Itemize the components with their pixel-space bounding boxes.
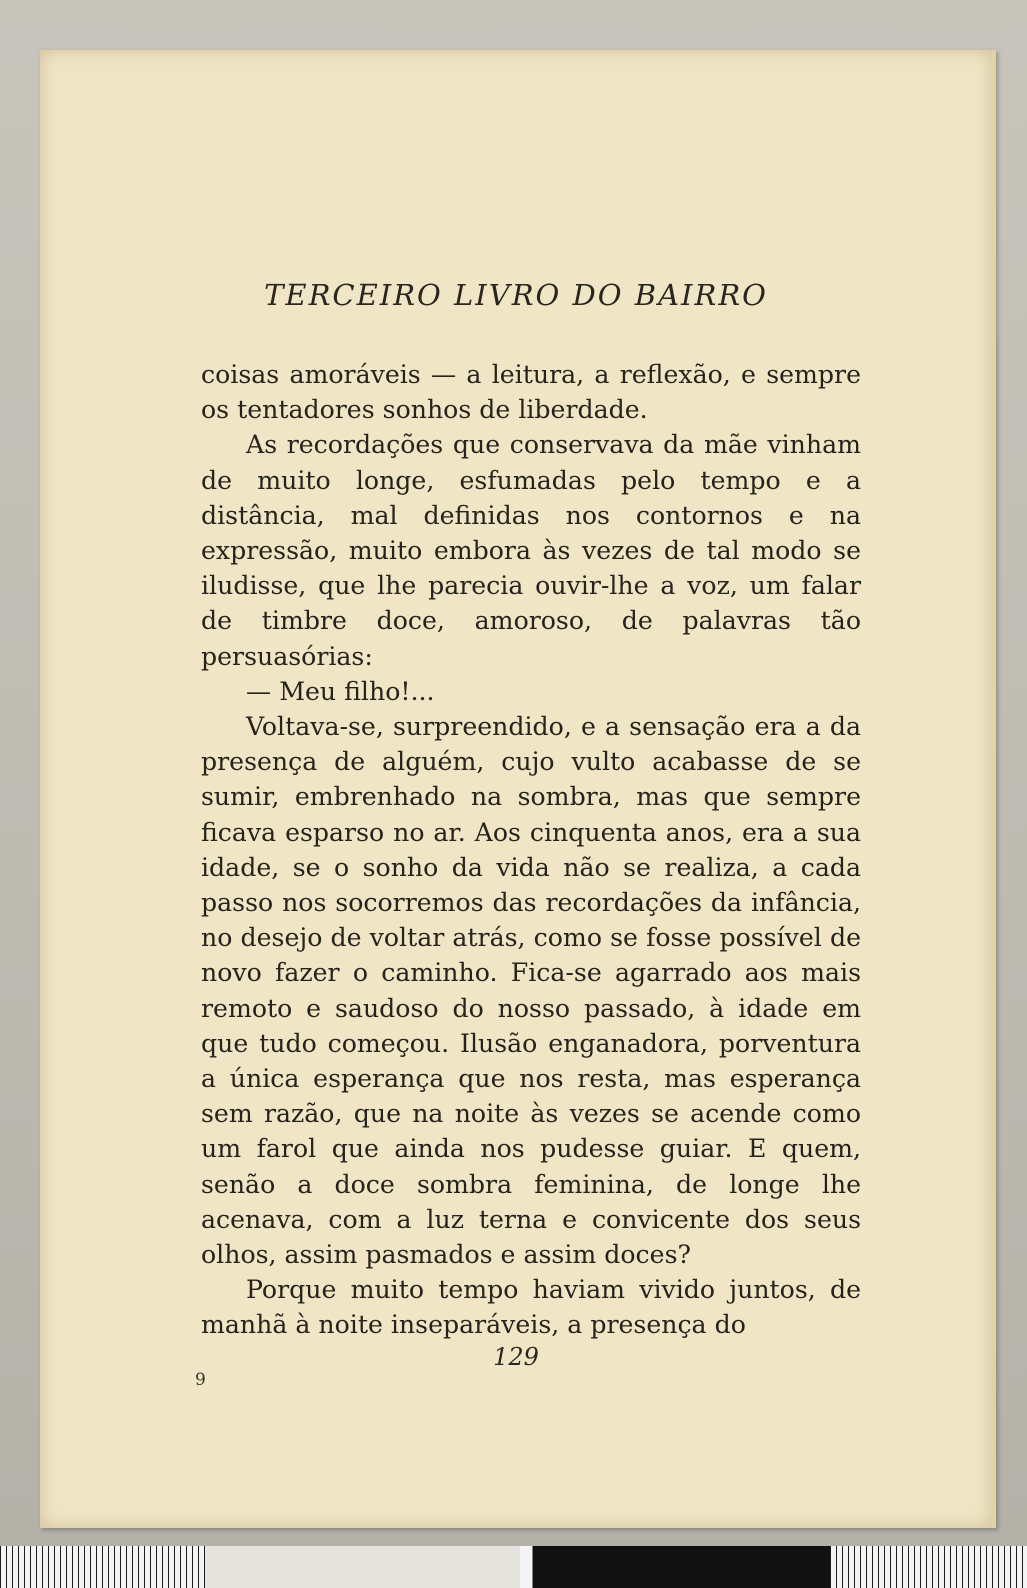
signature-mark: 9 <box>195 1370 206 1390</box>
running-title: TERCEIRO LIVRO DO BAIRRO <box>264 278 768 312</box>
color-bar <box>520 1546 830 1588</box>
book-page <box>40 50 996 1528</box>
dialogue-line: — Meu filho!... <box>246 676 435 706</box>
body-text <box>201 357 861 1343</box>
scale-ruler-right <box>830 1546 1027 1588</box>
paragraph: Voltava-se, surpreendido, e a sensação era a da presença de alguém, cujo vulto acabasse de se sumir, embrenhado na sombra, mas que sempre ficava esparso no ar. Aos cinquenta anos, era a sua idade, se o sonho da vida não se realiza, a cada passo nos socorremos das recordações da infância, no desejo de voltar atrás, como se fosse possível de novo fazer o caminho. Fica-se agarrado aos mais remoto e saudoso do nosso passado, à idade em que tudo começou. Ilusão enganadora, porventura a única esperança que nos resta, mas esperança sem razão, que na noite às vezes se acende como um farol que ainda nos pudesse guiar. E quem, senão a doce sombra feminina, de longe lhe acenava, com a luz terna e convicente dos seus olhos, assim pasmados e assim doces? <box>201 712 861 1270</box>
scale-ruler-gap <box>205 1546 520 1588</box>
paragraph: As recordações que conservava da mãe vinham de muito longe, esfumadas pelo tempo e a distância, mal definidas nos contornos e na expressão, muito embora às vezes de tal modo se iludisse, que lhe parecia ouvir-lhe a voz, um falar de timbre doce, amoroso, de palavras tão persuasórias: <box>201 430 861 671</box>
scale-ruler-left <box>0 1546 205 1588</box>
paragraph: coisas amoráveis — a leitura, a reflexão, e sempre os tentadores sonhos de liberdade. <box>201 360 861 425</box>
paragraph: Porque muito tempo haviam vivido juntos, de manhã à noite inseparáveis, a presença do <box>201 1275 861 1340</box>
page-number: 129 <box>493 1343 539 1371</box>
